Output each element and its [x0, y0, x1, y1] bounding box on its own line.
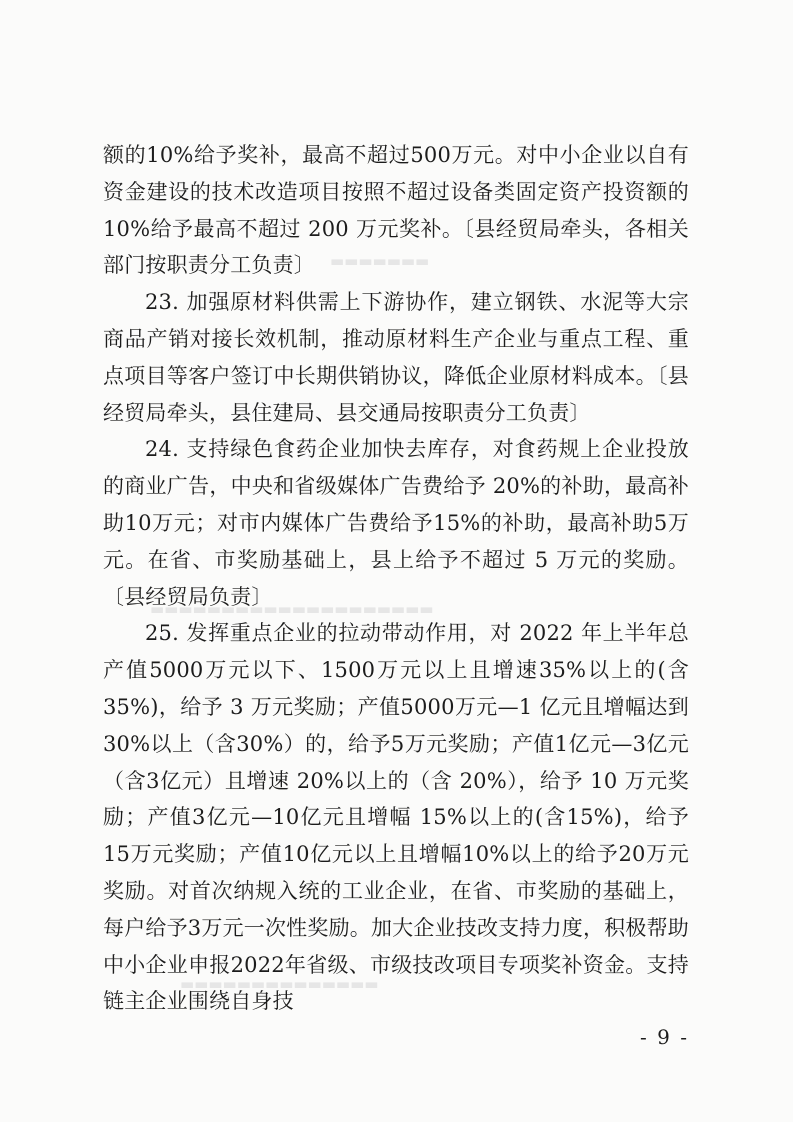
paragraph-continuation: 额的10%给予奖补，最高不超过500万元。对中小企业以自有资金建设的技术改造项目按照不超过设备类固定资产投资额的10%给予最高不超过 200 万元奖补。〔县经贸局牵头，各相关部门按职责分工负责〕	[103, 143, 689, 278]
paragraph-item-24: 24. 支持绿色食药企业加快去库存，对食药规上企业投放的商业广告，中央和省级媒体广告费给予 20%的补助，最高补助10万元；对市内媒体广告费给予15%的补助，最高补助5万元。在省、市奖励基础上，县上给予不超过 5 万元的奖励。〔县经贸局负责〕	[103, 437, 689, 609]
show-through-mark: ▬▬▬▬▬▬▬▬▬▬▬▬▬▬▬▬▬▬▬▬	[150, 600, 434, 618]
show-through-mark: ▬▬▬▬▬▬▬	[330, 252, 430, 270]
paragraph-item-25: 25. 发挥重点企业的拉动带动作用，对 2022 年上半年总产值5000万元以下、1500万元以上且增速35%以上的(含35%)，给予 3 万元奖励；产值5000万元—1 亿元且增幅达到30%以上（含30%）的，给予5万元奖励；产值1亿元—3亿元（含3亿元）且增速 20%以上的（含 20%），给予 10 万元奖励；产值3亿元—10亿元且增幅 15%以上的(含15%)，给予15万元奖励；产值10亿元以上且增幅10%以上的给予20万元奖励。对首次纳规入统的工业企业，在省、市奖励的基础上，每户给予3万元一次性奖励。加大企业技改支持力度，积极帮助中小企业申报2022年省级、市级技改项目专项奖补资金。支持链主企业围绕自身技	[103, 621, 689, 1014]
show-through-mark: ▬▬▬▬▬▬▬▬▬▬▬▬▬▬	[180, 975, 379, 993]
page-number: - 9 -	[640, 1025, 689, 1049]
body-text	[103, 137, 689, 1020]
paragraph-item-23: 23. 加强原材料供需上下游协作，建立钢铁、水泥等大宗商品产销对接长效机制，推动原材料生产企业与重点工程、重点项目等客户签订中长期供销协议，降低企业原材料成本。〔县经贸局牵头，县住建局、县交通局按职责分工负责〕	[103, 290, 689, 425]
